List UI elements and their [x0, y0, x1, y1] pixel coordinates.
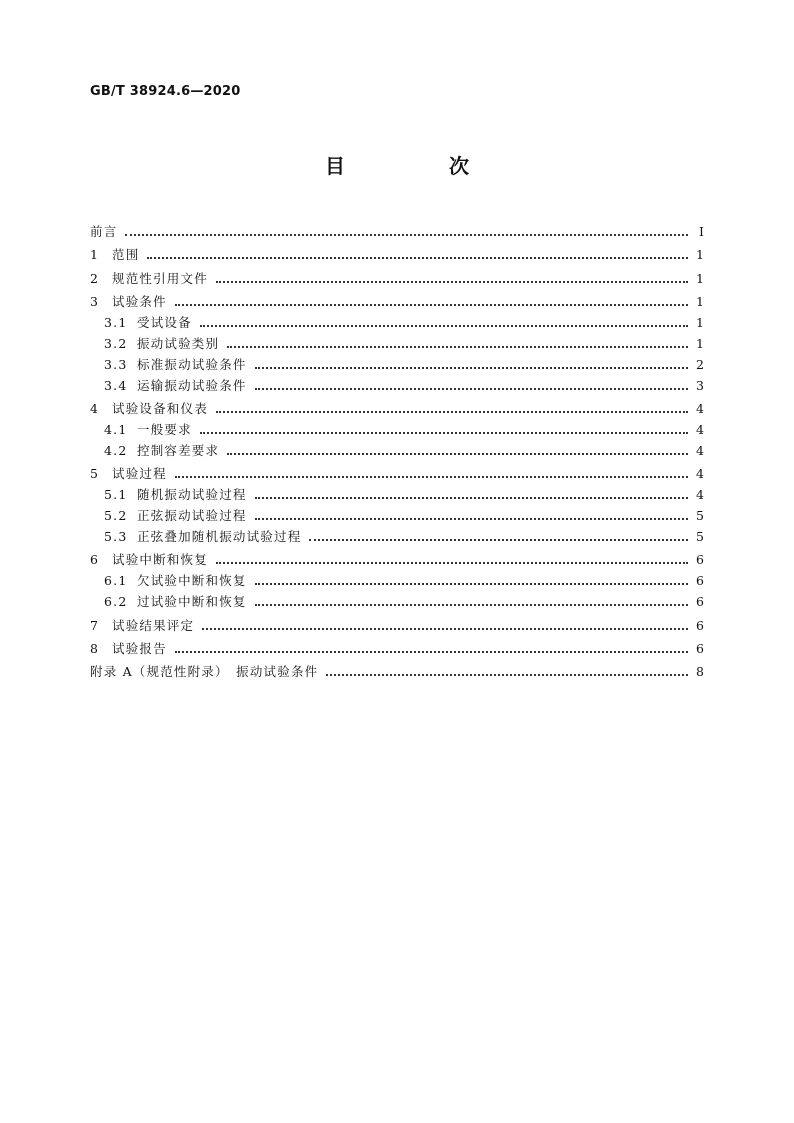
toc-entry[interactable]	[90, 481, 704, 502]
toc-entry-title: 随机振动试验过程	[137, 487, 247, 503]
toc-entry-page-number: 4	[696, 466, 704, 482]
toc-entry[interactable]	[90, 656, 704, 679]
toc-entry-page-number: 5	[696, 508, 704, 524]
toc-entry-number: 4	[90, 400, 100, 416]
toc-entry-page-number: 6	[696, 640, 704, 656]
toc-entry-title: 一般要求	[137, 421, 192, 437]
toc-entry-page-number: 6	[696, 617, 704, 633]
toc-entry-number: 3.1	[104, 314, 128, 330]
toc-entry-title: 试验条件	[112, 293, 167, 309]
toc-entry-title: 过试验中断和恢复	[137, 594, 247, 610]
toc-entry-page-number: 6	[696, 594, 704, 610]
standard-code: GB/T 38924.6—2020	[90, 84, 241, 99]
toc-entry-title: 前言	[90, 224, 118, 240]
toc-entry-title: 范围	[112, 247, 140, 263]
toc-entry-number: 5.3	[104, 529, 128, 545]
toc-dot-leader	[175, 476, 688, 478]
toc-entry-number: 4.2	[104, 442, 128, 458]
toc-entry-title: 规范性引用文件	[112, 270, 208, 286]
toc-entry-page-number: 6	[696, 552, 704, 568]
toc-dot-leader	[216, 562, 688, 564]
toc-entry-number: 3	[90, 293, 100, 309]
toc-entry[interactable]	[90, 372, 704, 393]
toc-dot-leader	[227, 346, 688, 348]
toc-dot-leader	[255, 497, 688, 499]
toc-entry[interactable]	[90, 502, 704, 523]
toc-entry-page-number: 1	[696, 247, 704, 263]
toc-entry[interactable]	[90, 523, 704, 544]
toc-entry-page-number: 6	[696, 573, 704, 589]
toc-dot-leader	[309, 539, 688, 541]
toc-entry-page-number: 4	[696, 487, 704, 503]
toc-entry-number: 3.4	[104, 377, 128, 393]
toc-dot-leader	[200, 432, 688, 434]
toc-entry[interactable]	[90, 633, 704, 656]
toc-entry-page-number: 8	[696, 663, 704, 679]
toc-entry[interactable]	[90, 588, 704, 609]
toc-entry-title: 受试设备	[137, 314, 192, 330]
toc-entry-page-number: Ⅰ	[699, 224, 704, 240]
toc-entry-title: 试验中断和恢复	[112, 552, 208, 568]
toc-dot-leader	[125, 234, 688, 236]
toc-entry-page-number: 1	[696, 314, 704, 330]
toc-entry-number: 5	[90, 466, 100, 482]
toc-entry-title: 试验报告	[112, 640, 167, 656]
toc-dot-leader	[326, 674, 688, 676]
toc-dot-leader	[175, 304, 688, 306]
toc-entry-page-number: 1	[696, 335, 704, 351]
toc-entry-page-number: 4	[696, 421, 704, 437]
toc-entry-page-number: 1	[696, 270, 704, 286]
toc-dot-leader	[255, 388, 688, 390]
toc-entry[interactable]	[90, 309, 704, 330]
toc-entry-title: 控制容差要求	[137, 442, 220, 458]
toc-dot-leader	[227, 453, 688, 455]
toc-entry-title: 试验设备和仪表	[112, 400, 208, 416]
toc-entry[interactable]	[90, 567, 704, 588]
toc-entry-number: 8	[90, 640, 100, 656]
toc-entry[interactable]	[90, 286, 704, 309]
toc-dot-leader	[202, 628, 688, 630]
toc-entry-title: 标准振动试验条件	[137, 356, 247, 372]
toc-entry-page-number: 4	[696, 442, 704, 458]
toc-entry-number: 6.1	[104, 573, 128, 589]
toc-dot-leader	[255, 583, 688, 585]
toc-entry-title: 欠试验中断和恢复	[137, 573, 247, 589]
toc-entry[interactable]	[90, 216, 704, 239]
page-title: 目 次	[325, 154, 511, 178]
toc-entry[interactable]	[90, 544, 704, 567]
toc-entry-number: 5.2	[104, 508, 128, 524]
toc-entry-title: 正弦叠加随机振动试验过程	[137, 529, 302, 545]
toc-entry-number: 3.2	[104, 335, 128, 351]
toc-entry-number: 6.2	[104, 594, 128, 610]
toc-entry-number: 6	[90, 552, 100, 568]
toc-entry[interactable]	[90, 239, 704, 262]
toc-entry[interactable]	[90, 458, 704, 481]
toc-entry-number: 3.3	[104, 356, 128, 372]
toc-entry[interactable]	[90, 437, 704, 458]
toc-dot-leader	[175, 651, 688, 653]
toc-dot-leader	[216, 281, 688, 283]
toc-dot-leader	[255, 518, 688, 520]
toc-dot-leader	[200, 325, 688, 327]
toc-entry-number: 1	[90, 247, 100, 263]
toc-entry-title: 附录 A（规范性附录） 振动试验条件	[90, 663, 319, 679]
toc-entry-title: 振动试验类别	[137, 335, 220, 351]
toc-entry-page-number: 1	[696, 293, 704, 309]
toc-entry[interactable]	[90, 393, 704, 416]
toc-entry-number: 4.1	[104, 421, 128, 437]
toc-entry-title: 试验过程	[112, 466, 167, 482]
toc-entry[interactable]	[90, 330, 704, 351]
toc-dot-leader	[255, 367, 688, 369]
toc-entry-page-number: 3	[696, 377, 704, 393]
toc-dot-leader	[216, 411, 688, 413]
toc-entry-number: 5.1	[104, 487, 128, 503]
toc-entry-page-number: 2	[696, 356, 704, 372]
toc-entry[interactable]	[90, 609, 704, 632]
toc-entry-title: 运输振动试验条件	[137, 377, 247, 393]
toc-entry-title: 试验结果评定	[112, 617, 195, 633]
toc-entry[interactable]	[90, 416, 704, 437]
toc-entry-page-number: 4	[696, 400, 704, 416]
toc-entry-page-number: 5	[696, 529, 704, 545]
toc-entry-number: 2	[90, 270, 100, 286]
toc-entry-number: 7	[90, 617, 100, 633]
toc-dot-leader	[255, 604, 688, 606]
toc-entry[interactable]	[90, 262, 704, 285]
table-of-contents	[90, 216, 704, 679]
toc-entry[interactable]	[90, 351, 704, 372]
toc-dot-leader	[147, 257, 688, 259]
toc-entry-title: 正弦振动试验过程	[137, 508, 247, 524]
